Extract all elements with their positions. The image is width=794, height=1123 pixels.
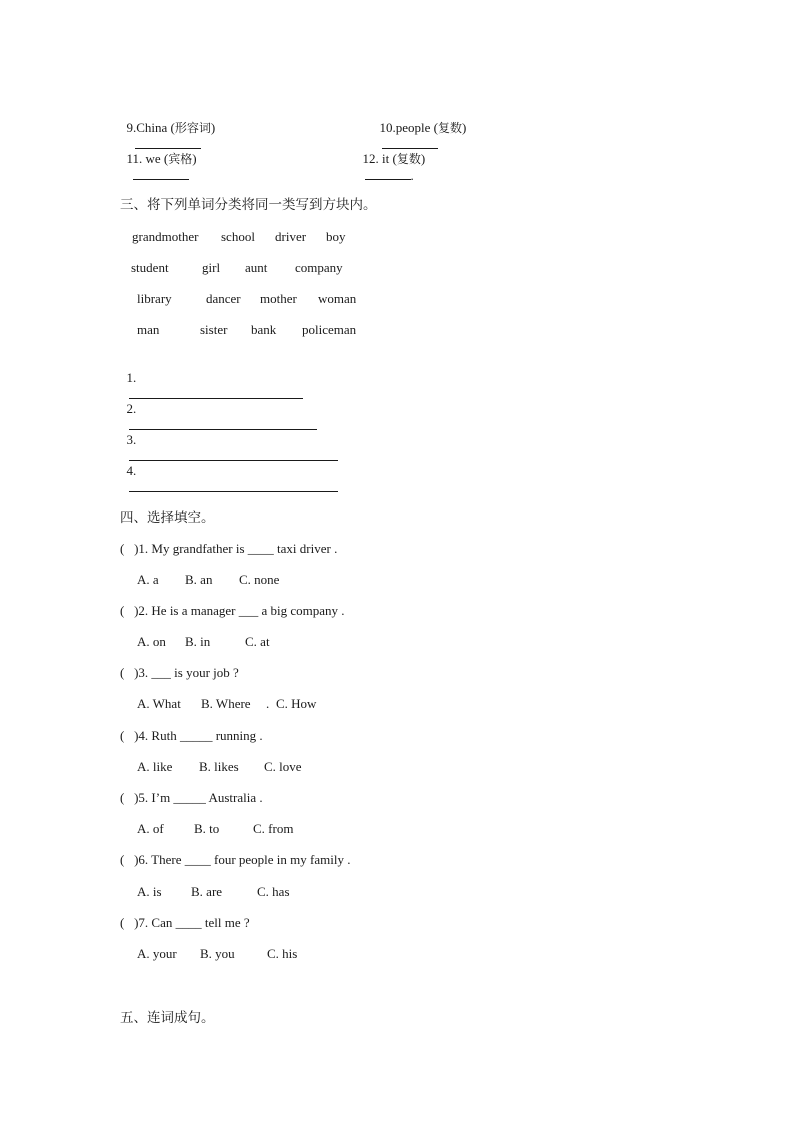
- word-man: man: [137, 322, 160, 337]
- mc-question-4: ( )4. Ruth _____ running .: [120, 728, 263, 743]
- word-policeman: policeman: [302, 322, 357, 337]
- answer-row-4: [120, 447, 338, 496]
- word-bank: bank: [251, 322, 277, 337]
- option-1b[interactable]: B. an: [185, 572, 213, 587]
- word-grandmother: grandmother: [132, 229, 199, 244]
- word-girl: girl: [202, 260, 221, 275]
- option-6c[interactable]: C. has: [257, 884, 290, 899]
- word-driver: driver: [275, 229, 307, 244]
- option-3c[interactable]: C. How: [276, 696, 317, 711]
- word-mother: mother: [260, 291, 297, 306]
- option-1c[interactable]: C. none: [239, 572, 280, 587]
- option-7b[interactable]: B. you: [200, 946, 235, 961]
- q10-hint: 复数: [437, 121, 462, 135]
- word-aunt: aunt: [245, 260, 268, 275]
- word-woman: woman: [318, 291, 357, 306]
- q11-hint: 宾格: [168, 152, 193, 166]
- word-dancer: dancer: [206, 291, 241, 306]
- q11-close: ): [192, 151, 197, 166]
- word-sister: sister: [200, 322, 228, 337]
- q9-hint: 形容词: [174, 121, 211, 135]
- option-3b[interactable]: B. Where: [201, 696, 251, 711]
- option-1a[interactable]: A. a: [137, 572, 159, 587]
- q12-hint: 复数: [396, 152, 421, 166]
- q12-close: ): [420, 151, 426, 166]
- option-6a[interactable]: A. is: [137, 884, 162, 899]
- q12-label: 12. it (: [362, 151, 397, 166]
- option-3a[interactable]: A. What: [137, 696, 181, 711]
- word-boy: boy: [326, 229, 346, 244]
- q11-answer-line[interactable]: [133, 167, 189, 180]
- mc-question-5: ( )5. I’m _____ Australia .: [120, 790, 263, 805]
- option-3-dot: .: [266, 696, 270, 711]
- question-12: [356, 135, 425, 184]
- option-2b[interactable]: B. in: [185, 634, 211, 649]
- mc-question-3: ( )3. ___ is your job ?: [120, 665, 239, 680]
- answer-number: 1.: [126, 370, 137, 385]
- option-7a[interactable]: A. your: [137, 946, 177, 961]
- option-6b[interactable]: B. are: [191, 884, 223, 899]
- section-4-heading: 四、选择填空。: [120, 510, 215, 526]
- mc-question-6: ( )6. There ____ four people in my family .: [120, 852, 351, 867]
- answer-number: 2.: [126, 401, 137, 416]
- mc-question-1: ( )1. My grandfather is ____ taxi driver .: [120, 541, 338, 556]
- option-4a[interactable]: A. like: [137, 759, 173, 774]
- q9-label: 9.China (: [126, 120, 175, 135]
- section-3-heading: 三、将下列单词分类将同一类写到方块内。: [120, 197, 377, 213]
- section-5-heading: 五、连词成句。: [120, 1010, 215, 1026]
- q12-period: .: [410, 168, 414, 183]
- option-4b[interactable]: B. likes: [199, 759, 239, 774]
- word-company: company: [295, 260, 343, 275]
- q12-answer-line[interactable]: [365, 167, 411, 180]
- answer-line-4[interactable]: [129, 479, 338, 492]
- q10-close: ): [462, 120, 467, 135]
- q10-label: 10.people (: [379, 120, 438, 135]
- q9-close: ): [210, 120, 216, 135]
- question-11: [120, 135, 197, 184]
- mc-question-2: ( )2. He is a manager ___ a big company .: [120, 603, 345, 618]
- word-school: school: [221, 229, 255, 244]
- option-2a[interactable]: A. on: [137, 634, 166, 649]
- option-5a[interactable]: A. of: [137, 821, 164, 836]
- option-4c[interactable]: C. love: [264, 759, 302, 774]
- word-student: student: [131, 260, 169, 275]
- answer-number: 4.: [126, 463, 137, 478]
- word-library: library: [137, 291, 172, 306]
- answer-number: 3.: [126, 432, 137, 447]
- option-2c[interactable]: C. at: [245, 634, 270, 649]
- option-5c[interactable]: C. from: [253, 821, 294, 836]
- option-5b[interactable]: B. to: [194, 821, 220, 836]
- mc-question-7: ( )7. Can ____ tell me ?: [120, 915, 250, 930]
- q11-label: 11. we (: [126, 151, 169, 166]
- option-7c[interactable]: C. his: [267, 946, 298, 961]
